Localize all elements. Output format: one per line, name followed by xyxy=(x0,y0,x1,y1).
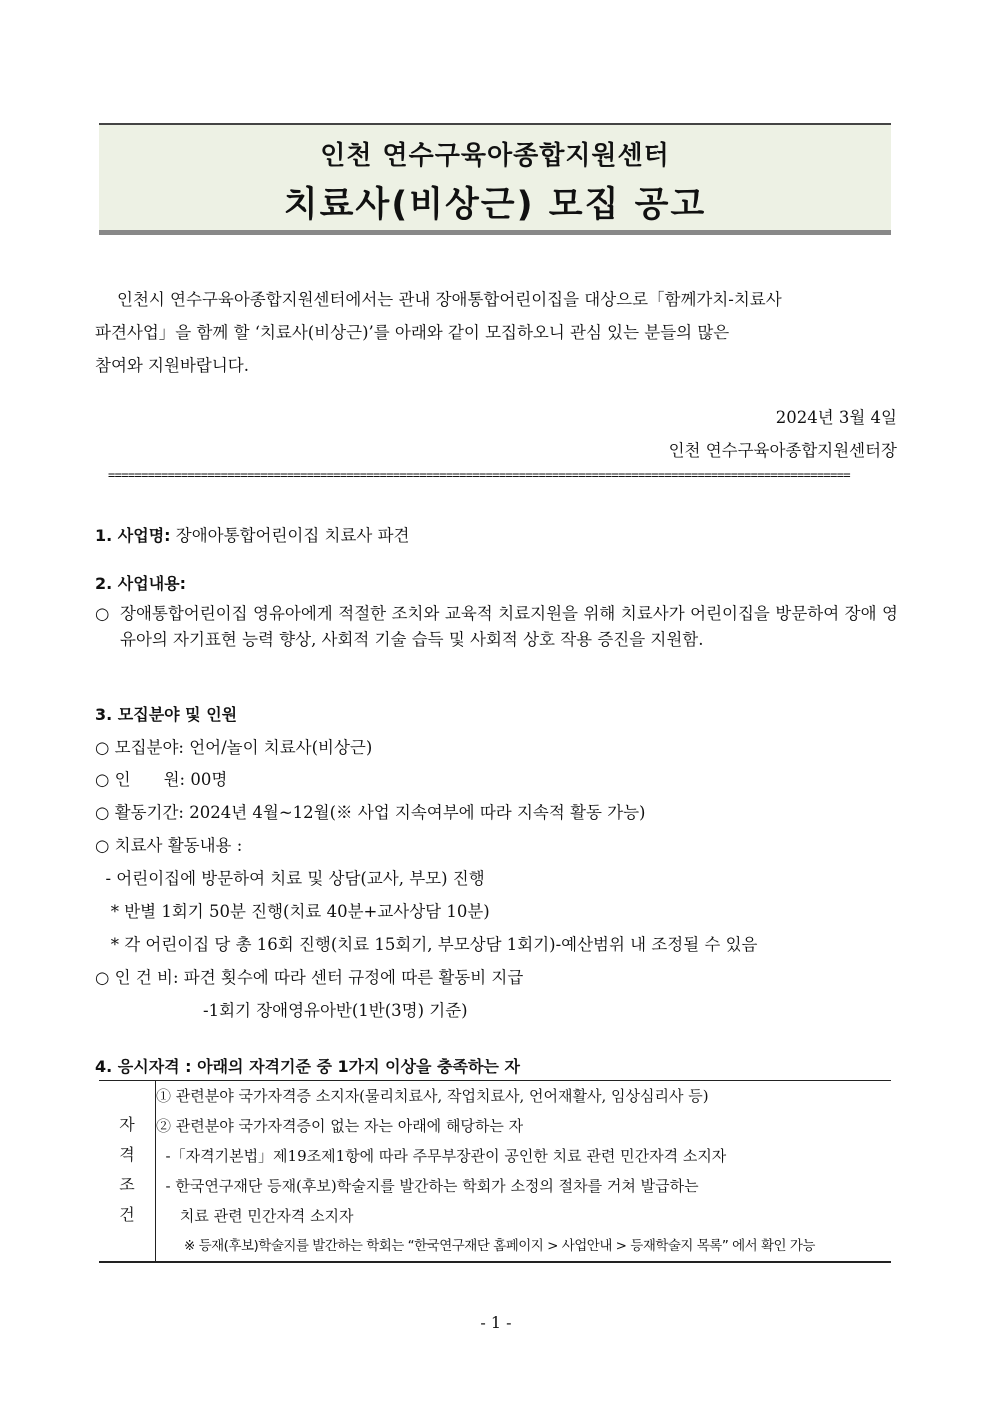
activity-item-visit: - 어린이집에 방문하여 치료 및 상담(교사, 부모) 진행 xyxy=(95,869,485,888)
qualification-row: ① 관련분야 국가자격증 소지자(물리치료사, 작업치료사, 언어재활사, 임상심리사 등) xyxy=(156,1087,709,1105)
section-1-heading: 1. 사업명: xyxy=(95,526,171,545)
qualification-table xyxy=(99,1080,891,1263)
notice-title: 치료사(비상근) 모집 공고 xyxy=(283,185,707,225)
activity-item-total: * 각 어린이집 당 총 16회 진행(치료 15회기, 부모상담 1회기)-예산범위 내 조정될 수 있음 xyxy=(95,935,758,954)
page-number: - 1 - xyxy=(480,1313,512,1332)
section-1-text: 장애아통합어린이집 치료사 파견 xyxy=(170,526,410,545)
activity-item-session: * 반별 1회기 50분 진행(치료 40분+교사상담 10분) xyxy=(95,902,490,921)
headcount: ○ 인 원: 00명 xyxy=(95,770,228,789)
section-1 xyxy=(95,522,409,546)
intro-line-3: 참여와 지원바랍니다. xyxy=(95,356,249,375)
section-3-heading: 3. 모집분야 및 인원 xyxy=(95,705,238,724)
activity-content-label: ○ 치료사 활동내용 : xyxy=(95,836,243,855)
section-4-heading: 4. 응시자격 : 아래의 자격기준 중 1가지 이상을 충족하는 자 xyxy=(95,1057,520,1076)
labor-cost: ○ 인 건 비: 파견 횟수에 따라 센터 규정에 따른 활동비 지급 xyxy=(95,968,524,987)
intro-line-1: 인천시 연수구육아종합지원센터에서는 관내 장애통합어린이집을 대상으로「함께가치-치료사 xyxy=(117,290,782,309)
intro-line-2: 파견사업」을 함께 할 ‘치료사(비상근)’를 아래와 같이 모집하오니 관심 있는 분들의 많은 xyxy=(95,323,730,342)
intro-paragraph xyxy=(95,283,898,382)
notice-date: 2024년 3월 4일 xyxy=(775,408,897,427)
recruit-field: ○ 모집분야: 언어/놀이 치료사(비상근) xyxy=(95,738,373,757)
section-2-body xyxy=(95,601,898,653)
notice-signer: 인천 연수구육아종합지원센터장 xyxy=(668,441,897,460)
qualification-body xyxy=(156,1081,892,1263)
section-2-heading: 2. 사업내용: xyxy=(95,574,187,593)
qualification-note: ※ 등재(후보)학술지를 발간하는 학회는 “한국연구재단 홈페이지 > 사업안내 > 등재학술지 목록” 에서 확인 가능 xyxy=(184,1238,815,1254)
separator-line: ================================================================================================================ xyxy=(108,468,850,482)
qualification-row: ② 관련분야 국가자격증이 없는 자는 아래에 해당하는 자 xyxy=(156,1117,524,1135)
qualification-row: 치료 관련 민간자격 소지자 xyxy=(156,1207,354,1225)
section-2-text: 장애통합어린이집 영유아에게 적절한 조치와 교육적 치료지원을 위해 치료사가 어린이집을 방문하여 장애 영유아의 자기표현 능력 향상, 사회적 기술 습득 및 사회적 상호 작용 증진을 지원함. xyxy=(120,604,898,649)
bullet-circle: ○ xyxy=(95,604,110,623)
organization-title: 인천 연수구육아종합지원센터 xyxy=(320,141,670,171)
qualification-side-label: 자 격 조 건 xyxy=(99,1081,156,1263)
activity-period: ○ 활동기간: 2024년 4월~12월(※ 사업 지속여부에 따라 지속적 활동 가능) xyxy=(95,803,646,822)
qualification-row: -「자격기본법」제19조제1항에 따라 주무부장관이 공인한 치료 관련 민간자격 소지자 xyxy=(156,1147,727,1165)
title-box xyxy=(99,123,891,235)
qualification-row: - 한국연구재단 등재(후보)학술지를 발간하는 학회가 소정의 절차를 거쳐 발급하는 xyxy=(156,1177,699,1195)
labor-cost-basis: -1회기 장애영유아반(1반(3명) 기준) xyxy=(203,1001,468,1020)
